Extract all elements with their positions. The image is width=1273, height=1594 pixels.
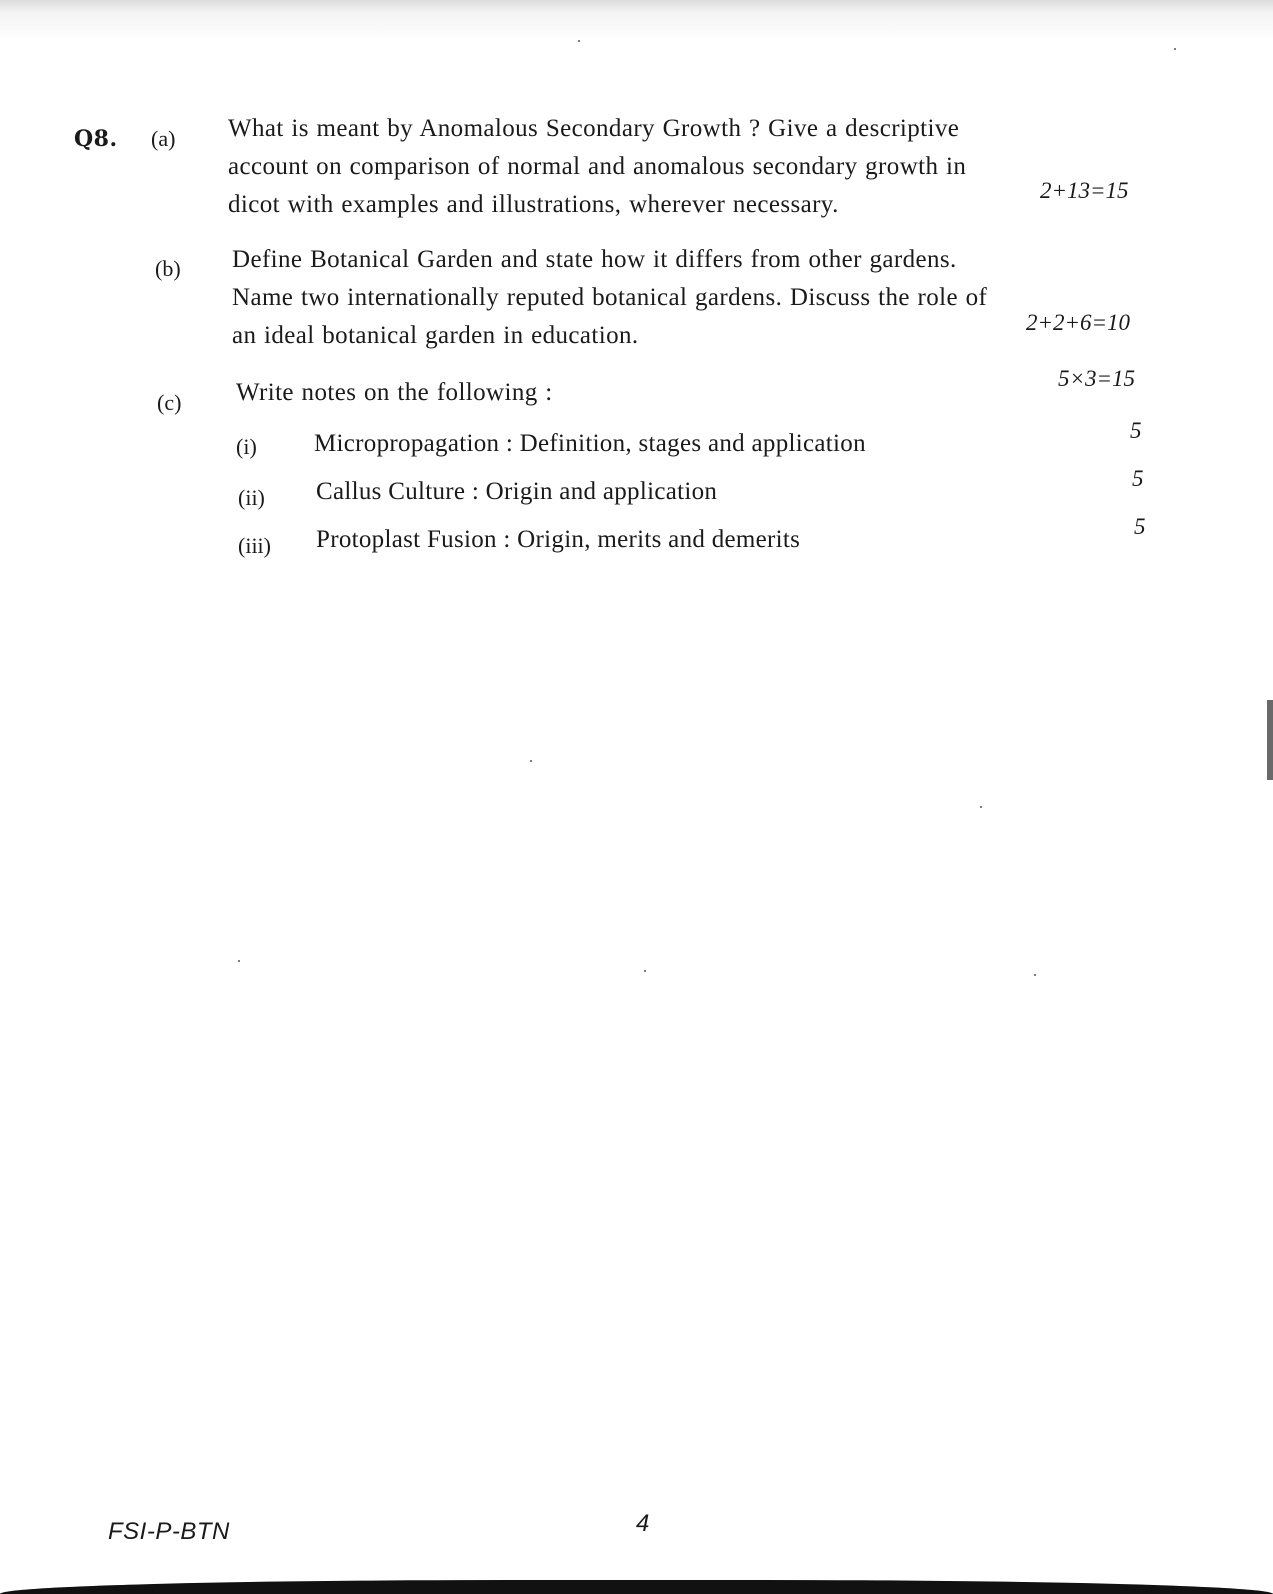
subpart-marks: 5 [1134, 514, 1146, 539]
subpart-label: (iii) [238, 533, 271, 558]
paper-code: FSI-P-BTN [108, 1518, 230, 1545]
part-text [228, 110, 966, 224]
question-number: Q8. [74, 126, 118, 152]
scan-edge-mark [1267, 700, 1273, 780]
scan-speck [1034, 974, 1036, 976]
marks: 2+2+6=10 [1026, 310, 1131, 335]
part-text-line: Define Botanical Garden and state how it differs from other gardens. [232, 246, 957, 273]
part-text-line: Name two internationally reputed botanical gardens. Discuss the role of [232, 284, 988, 311]
part-text-line: What is meant by Anomalous Secondary Growth ? Give a descriptive [228, 115, 960, 142]
subpart-text: Micropropagation : Definition, stages and application [314, 430, 866, 457]
part-text-line: dicot with examples and illustrations, wherever necessary. [228, 191, 839, 218]
scan-top-shadow [0, 0, 1273, 40]
subpart-label: (ii) [238, 485, 265, 510]
part-label: (a) [151, 126, 176, 151]
subpart-text: Callus Culture : Origin and application [316, 478, 718, 505]
part-text [236, 374, 553, 412]
marks: 2+13=15 [1040, 178, 1129, 203]
scan-speck [1174, 48, 1176, 50]
scan-speck [980, 806, 982, 808]
part-text [232, 241, 987, 355]
part-text-line: an ideal botanical garden in education. [232, 322, 639, 349]
scan-speck [644, 970, 646, 972]
marks: 5×3=15 [1058, 366, 1136, 391]
scan-speck [238, 960, 240, 962]
part-text-line: Write notes on the following : [236, 379, 553, 406]
page-number: 4 [636, 1510, 650, 1537]
subpart-marks: 5 [1132, 466, 1144, 491]
subpart-text: Protoplast Fusion : Origin, merits and demerits [316, 526, 801, 553]
subpart-marks: 5 [1130, 418, 1142, 443]
subpart-label: (i) [236, 434, 257, 459]
scan-speck [578, 40, 580, 42]
part-label: (b) [155, 256, 181, 281]
part-text-line: account on comparison of normal and anomalous secondary growth in [228, 153, 967, 180]
scan-bottom-shadow [0, 1580, 1273, 1594]
part-label: (c) [157, 390, 182, 415]
scan-speck [530, 760, 532, 762]
